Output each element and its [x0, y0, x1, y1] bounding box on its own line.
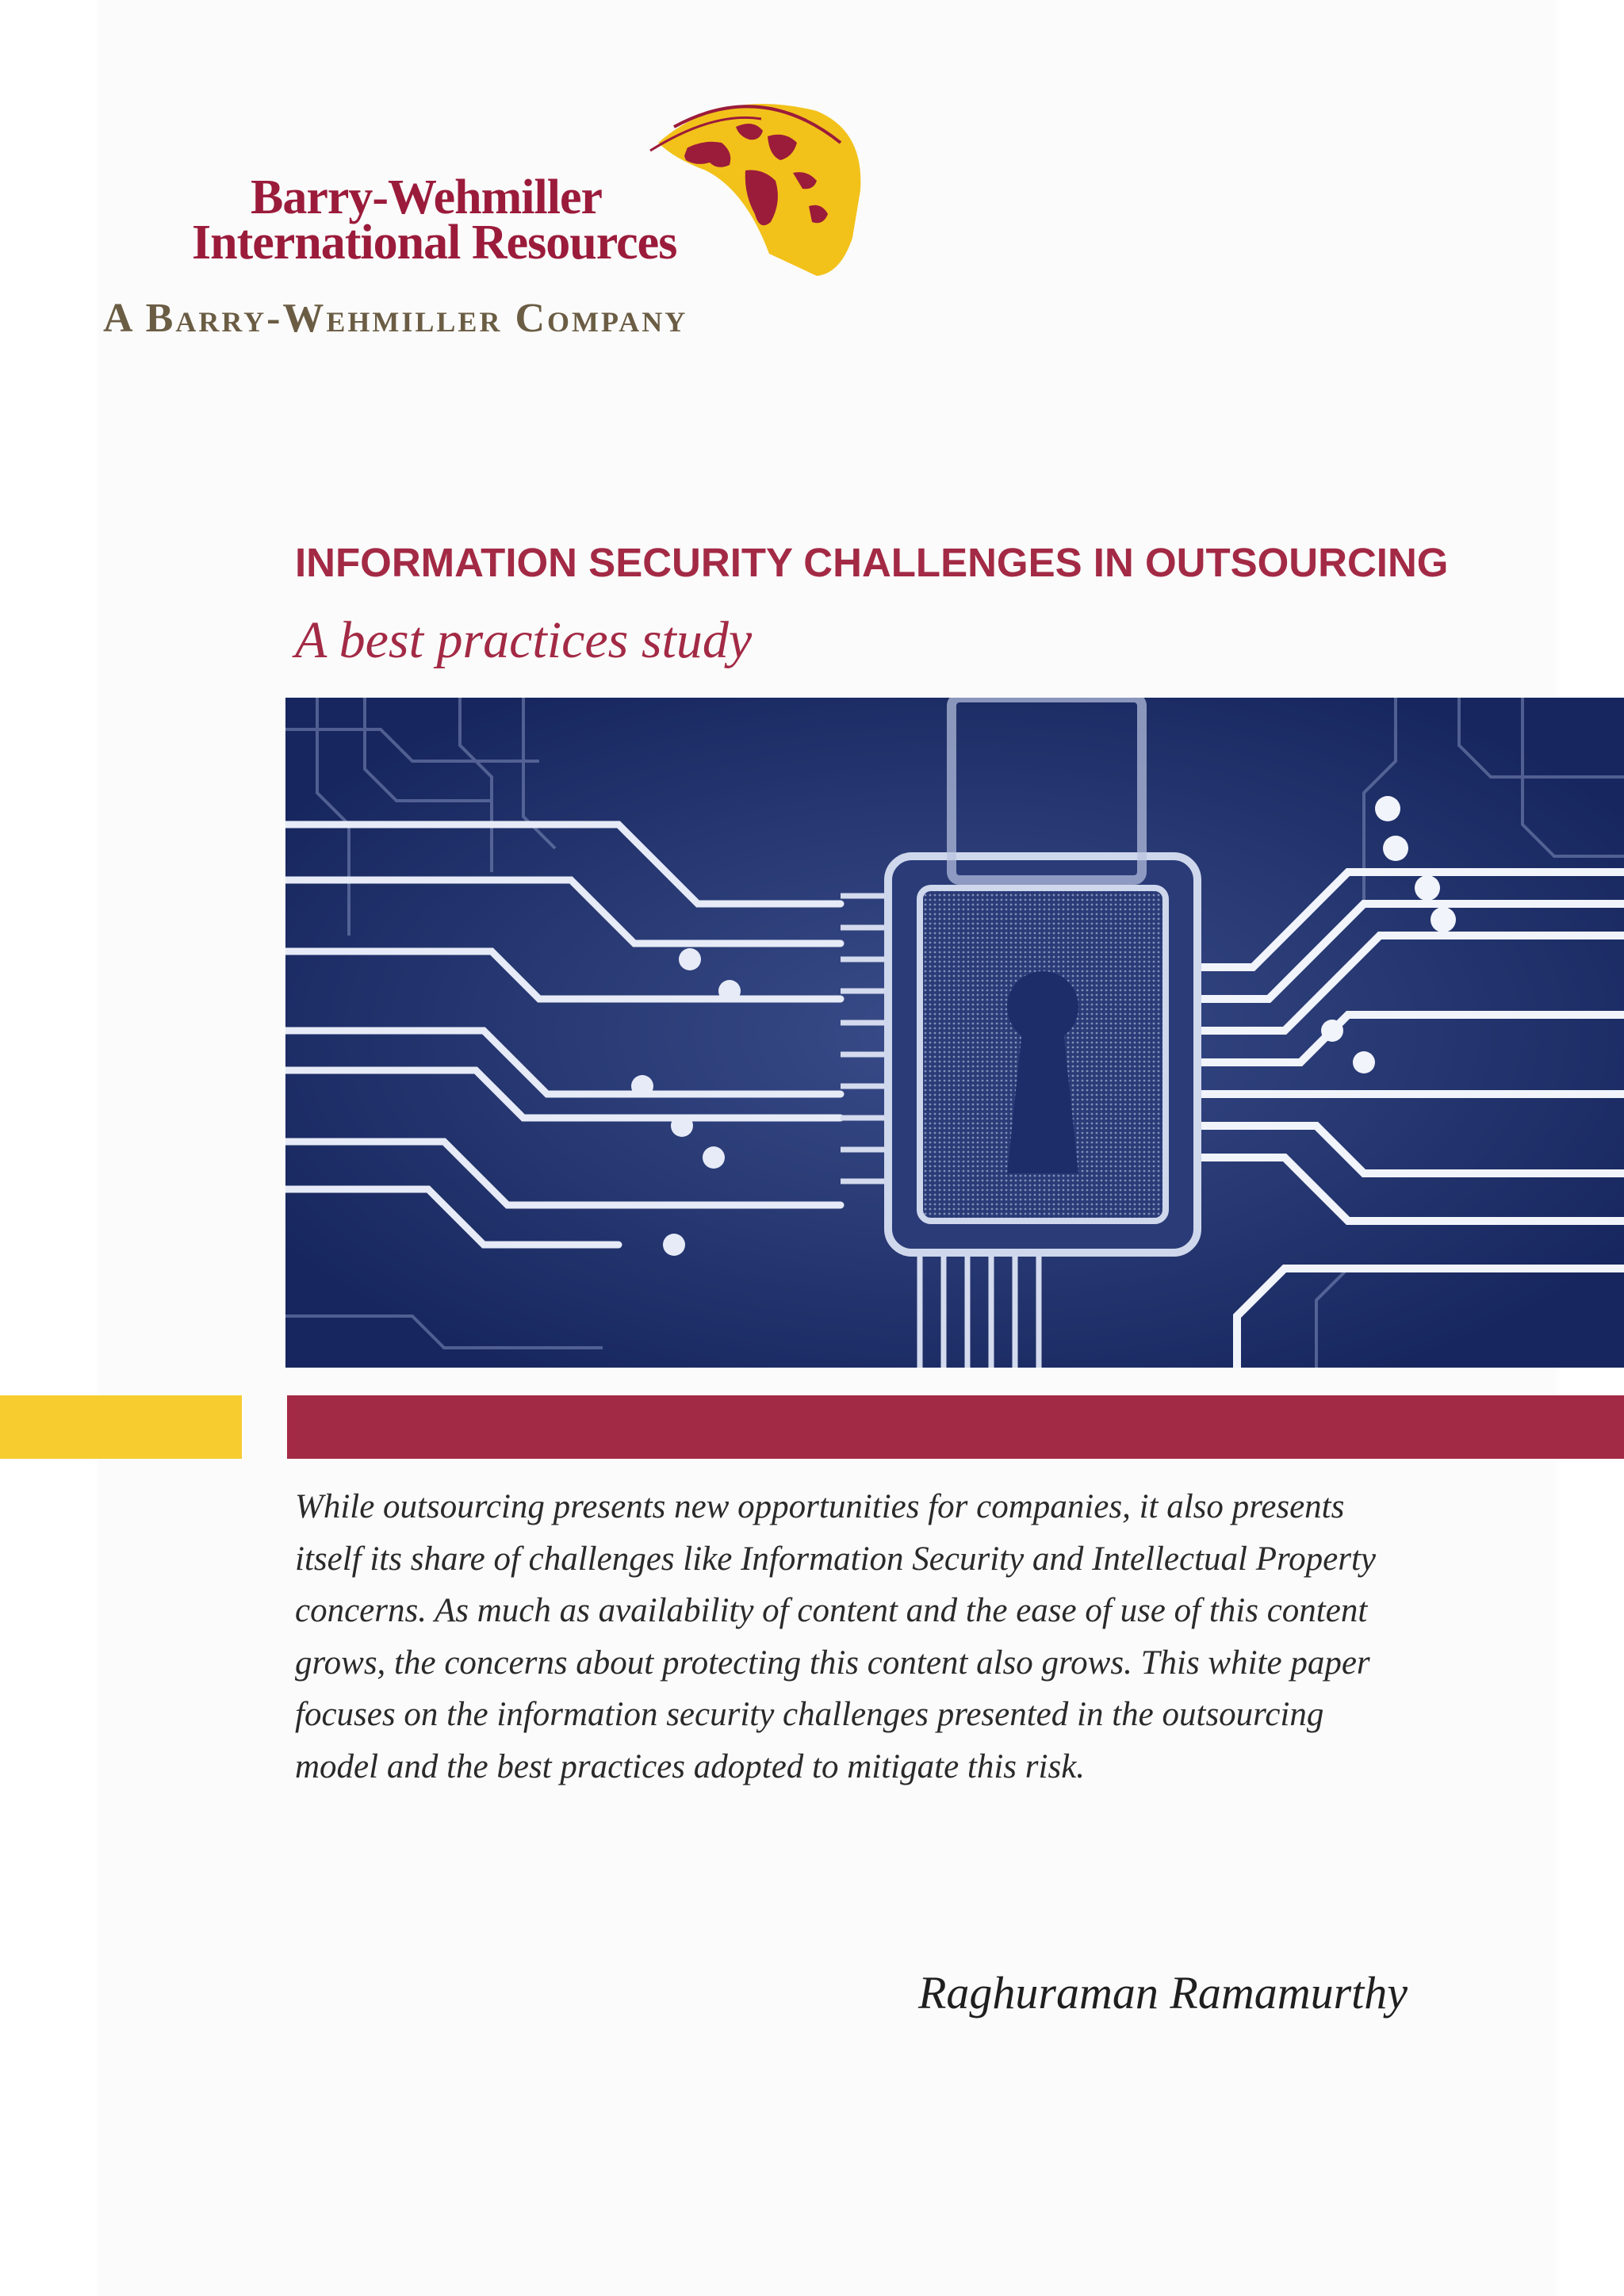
abstract-line: model and the best practices adopted to mitigate this risk.	[295, 1747, 1086, 1785]
document-title: INFORMATION SECURITY CHALLENGES IN OUTSOURCING	[295, 540, 1449, 585]
abstract-line: focuses on the information security challenges presented in the outsourcing	[295, 1696, 1324, 1733]
abstract-line: grows, the concerns about protecting this content also grows. This white paper	[295, 1644, 1370, 1682]
author-name: Raghuraman Ramamurthy	[918, 1967, 1408, 2019]
abstract-line: itself its share of challenges like Information Security and Intellectual Property	[295, 1540, 1376, 1578]
hero-image	[285, 698, 1624, 1368]
document-subtitle: A best practices study	[295, 611, 753, 669]
company-logo	[95, 95, 856, 357]
abstract-line: concerns. As much as availability of content and the ease of use of this content	[295, 1592, 1368, 1629]
abstract-paragraph	[295, 1481, 1548, 1793]
circuit-board-illustration	[285, 698, 1624, 1368]
accent-bar-yellow	[0, 1395, 242, 1459]
accent-bar-red	[287, 1395, 1624, 1459]
abstract-line: While outsourcing presents new opportunities for companies, it also presents	[295, 1488, 1345, 1525]
lock-icon	[1007, 971, 1078, 1173]
logo-tagline: A Barry-Wehmiller Company	[103, 296, 688, 341]
logo-name-line1: Barry-Wehmiller	[251, 170, 602, 224]
logo-name-line2: International Resources	[192, 216, 677, 270]
